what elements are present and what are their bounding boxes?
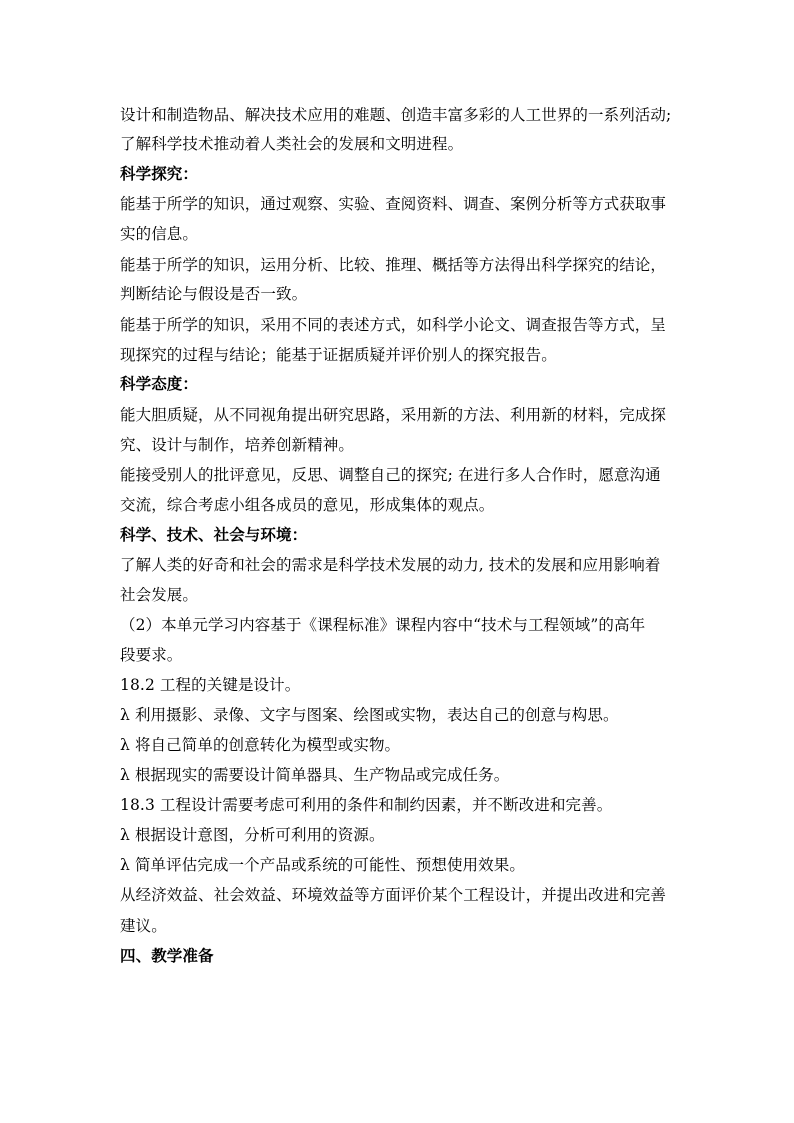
bullet-item: λ 将自己简单的创意转化为模型或实物。 bbox=[120, 736, 401, 754]
body-text-line: 18.3 工程设计需要考虑可利用的条件和制约因素，并不断改进和完善。 bbox=[120, 796, 613, 814]
body-text-line: 了解科学技术推动着人类社会的发展和文明进程。 bbox=[120, 135, 464, 153]
body-text-line: 设计和制造物品、解决技术应用的难题、创造丰富多彩的人工世界的一系列活动; bbox=[120, 106, 672, 124]
body-text-line: 能基于所学的知识，运用分析、比较、推理、概括等方法得出科学探究的结论， bbox=[120, 256, 667, 274]
bullet-item: λ 根据现实的需要设计简单器具、生产物品或完成任务。 bbox=[120, 766, 510, 784]
section-heading-teaching-preparation: 四、教学准备 bbox=[120, 946, 214, 965]
body-text-line: 实的信息。 bbox=[120, 225, 199, 243]
body-text-line: 从经济效益、社会效益、环境效益等方面评价某个工程设计，并提出改进和完善 bbox=[120, 886, 667, 904]
body-text-line: 究、设计与制作，培养创新精神。 bbox=[120, 436, 355, 454]
body-text-line: 现探究的过程与结论；能基于证据质疑并评价别人的探究报告。 bbox=[120, 346, 557, 364]
body-text-line: 18.2 工程的关键是设计。 bbox=[120, 676, 301, 694]
bullet-item: λ 利用摄影、录像、文字与图案、绘图或实物，表达自己的创意与构思。 bbox=[120, 706, 619, 724]
bullet-item: λ 根据设计意图，分析可利用的资源。 bbox=[120, 826, 385, 844]
section-heading-science-attitude: 科学态度： bbox=[120, 374, 199, 393]
body-text-line: （2）本单元学习内容基于《课程标准》课程内容中“技术与工程领域”的高年 bbox=[120, 616, 646, 634]
body-text-line: 能接受别人的批评意见，反思、调整自己的探究; 在进行多人合作时，愿意沟通 bbox=[120, 466, 661, 484]
bullet-item: λ 简单评估完成一个产品或系统的可能性、预想使用效果。 bbox=[120, 856, 525, 874]
section-heading-sts-environment: 科学、技术、社会与环境： bbox=[120, 525, 308, 544]
body-text-line: 能基于所学的知识，采用不同的表述方式，如科学小论文、调查报告等方式，呈 bbox=[120, 316, 667, 334]
body-text-line: 段要求。 bbox=[120, 646, 183, 664]
body-text-line: 能基于所学的知识，通过观察、实验、查阅资料、调查、案例分析等方式获取事 bbox=[120, 195, 667, 213]
body-text-line: 能大胆质疑，从不同视角提出研究思路，采用新的方法、利用新的材料，完成探 bbox=[120, 406, 667, 424]
body-text-line: 交流，综合考虑小组各成员的意见，形成集体的观点。 bbox=[120, 496, 495, 514]
body-text-line: 建议。 bbox=[120, 917, 167, 935]
body-text-line: 了解人类的好奇和社会的需求是科学技术发展的动力, 技术的发展和应用影响着 bbox=[120, 556, 661, 574]
section-heading-science-inquiry: 科学探究： bbox=[120, 164, 199, 183]
body-text-line: 判断结论与假设是否一致。 bbox=[120, 285, 308, 303]
body-text-line: 社会发展。 bbox=[120, 586, 199, 604]
